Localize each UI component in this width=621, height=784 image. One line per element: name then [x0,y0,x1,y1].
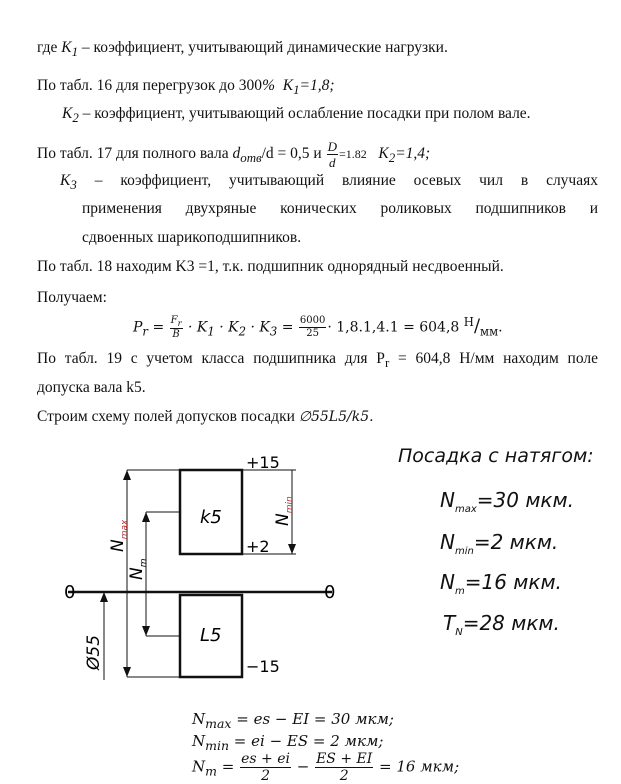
arrow-up-icon [123,470,131,480]
dim-nmax-label: $N_{max}$ [108,519,130,552]
arrow-up-icon [142,512,150,522]
symbol-k1: $K_1$ [61,39,79,60]
deviation-es: +15 [246,453,280,472]
fraction-ES-EI: $\frac{ES + EI}{2}$ [316,751,373,784]
diameter-label: Ø55 [84,634,104,670]
tolerance-fields-diagram [0,440,621,695]
nmax-summary: $N_{max}=30$ мкм. [440,488,574,515]
k5-label: k5 [200,507,222,528]
fraction-D-over-d: $\frac{D}{d}$ [327,139,337,170]
text-line-table19: По табл. 19 с учетом класса подшипника для $P_r = 604,8$ Н/мм находим поле [37,350,598,371]
dim-nmin-label: $N_{min}$ [273,496,295,526]
text-line-k3: $K_3$ – коэффициент, учитывающий влияние осевых чил в случаях [60,172,598,193]
text-line-result-label: Получаем: [37,289,107,306]
tn-summary: $T_N=28$ мкм. [443,611,560,638]
symbol-k3: $K_3$ [60,172,77,193]
arrow-down-icon [288,544,296,554]
arrow-down-icon [123,667,131,677]
arrow-down-icon [142,626,150,636]
text-line-k3-cont2: сдвоенных шарикоподшипников. [82,229,302,246]
text-line-k3-cont1: применения двухряные конических роликовых подшипников и [82,200,598,217]
l5-label: L5 [200,625,222,646]
symbol-k1-value: $K_1=1,8$; [282,77,335,98]
dim-nm-label: $N_m$ [127,558,149,580]
text-line-table16: По табл. 16 для перегрузок до 300% $K_1=1,8$; [37,77,335,98]
deviation-ei: +2 [246,537,270,556]
fraction-fr-over-b: $\frac{F_r}{B}$ [170,314,182,340]
text-line-tolerance-field: допуска вала k5. [37,379,146,396]
symbol-k2-value: $K_2=1,4$; [378,145,431,166]
zero-label-right: 0 [324,582,336,603]
text-line-scheme: Строим схему полей допусков посадки ∅55L5/k5. [37,408,374,425]
formula-nm: $N_m$ = $\frac{es + ei}{2}$ − $\frac{ES + EI}{2}$ = 16 мкм; [192,751,460,784]
text-line-table17: По табл. 17 для полного вала $d_{отв}/d = 0,5$ и $\frac{D}{d}$ =1.82 $K_2=1,4$; [37,139,431,170]
symbol-d-otv: $d_{отв}$ [232,145,262,166]
deviation-ei-hole: −15 [246,657,280,676]
fit-designation: ∅55L5/k5. [298,409,374,425]
equation-pr: $P_r$ = $\frac{F_r}{B}$ · $K_1 \cdot K_2 \cdot K_3$ = $\frac{6000}{25}$ · 1,8.1,4.1 = 604,8 $^Н/_{мм}$. [133,314,503,340]
fraction-es-ei: $\frac{es + ei}{2}$ [241,751,290,784]
text-line-k1: где $K_1$ – коэффициент, учитывающий динамические нагрузки. [37,39,448,60]
fit-title: Посадка с натягом: [398,445,594,467]
fraction-6000-over-25: $\frac{6000}{25}$ [299,315,326,340]
formula-nmax: $N_{max}$ = es − EI = 30 мкм; [192,710,394,731]
formula-nmin: $N_{min}$ = ei − ES = 2 мкм; [192,732,384,753]
zero-label-left: 0 [64,582,76,603]
nm-summary: $N_m=16$ мкм. [440,570,562,597]
symbol-k2: $K_2$ [62,105,79,126]
arrow-up-icon [100,592,108,602]
text-line-k2: $K_2$ – коэффициент, учитывающий ослабление посадки при полом вале. [62,105,531,126]
text-line-table18: По табл. 18 находим K3 =1, т.к. подшипник однорядный несдвоенный. [37,258,504,275]
nmin-summary: $N_{min}=2$ мкм. [440,530,559,557]
